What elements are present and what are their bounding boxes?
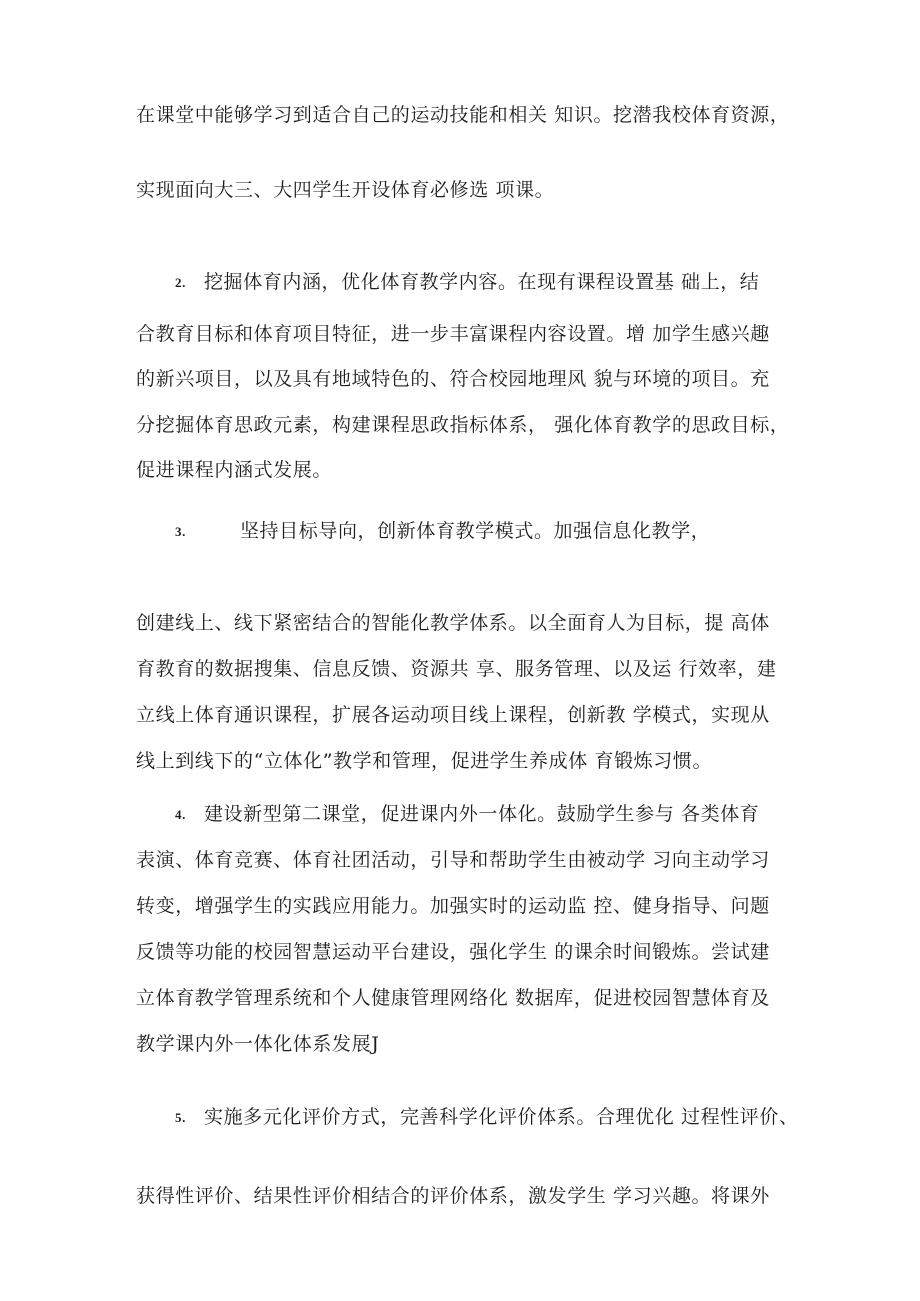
paragraph-2-number: 2. — [175, 275, 186, 290]
paragraph-2-line-5: 促进课程内涵式发展。 — [136, 459, 333, 481]
paragraph-4-line-3: 转变，增强学生的实践应用能力。加强实时的运动监 控、健身指导、问题 — [136, 895, 770, 917]
paragraph-4-line-1 — [175, 802, 835, 827]
paragraph-4-line-6: 教学课内外一体化体系发展J — [136, 1033, 380, 1055]
paragraph-5-line-1 — [175, 1105, 835, 1130]
paragraph-4-line-5: 立体育教学管理系统和个人健康管理网络化 数据库，促进校园智慧体育及 — [136, 987, 770, 1009]
paragraph-4-line-4: 反馈等功能的校园智慧运动平台建设，强化学生 的课余时间锻炼。尝试建 — [136, 941, 770, 963]
paragraph-4-line-1-text: 建设新型第二课堂，促进课内外一体化。鼓励学生参与 各类体育 — [203, 803, 760, 825]
paragraph-3-line-1 — [175, 519, 835, 544]
paragraph-4-number: 4. — [175, 807, 186, 822]
paragraph-5-line-2: 获得性评价、结果性评价相结合的评价体系，激发学生 学习兴趣。将课外 — [136, 1185, 770, 1207]
paragraph-2-line-1 — [175, 270, 835, 295]
paragraph-3-line-2: 创建线上、线下紧密结合的智能化教学体系。以全面育人为目标，提 高体 — [136, 612, 770, 634]
paragraph-3-line-1-text: 坚持目标导向，创新体育教学模式。加强信息化教学， — [239, 520, 711, 542]
paragraph-5-number: 5. — [175, 1110, 186, 1125]
paragraph-2-line-4: 分挖掘体育思政元素，构建课程思政指标体系， 强化体育教学的思政目标， — [136, 414, 790, 436]
paragraph-4-line-2: 表演、体育竞赛、体育社团活动，引导和帮助学生由被动学 习向主动学习 — [136, 849, 770, 871]
paragraph-3-line-3: 育教育的数据搜集、信息反馈、资源共 享、服务管理、以及运 行效率，建 — [136, 658, 777, 680]
paragraph-3-line-4: 立线上体育通识课程，扩展各运动项目线上课程，创新教 学模式，实现从 — [136, 704, 770, 726]
paragraph-1-line-1: 在课堂中能够学习到适合自己的运动技能和相关 知识。挖潜我校体育资源， — [136, 104, 790, 126]
paragraph-1-line-2: 实现面向大三、大四学生开设体育必修选 项课。 — [136, 179, 555, 201]
paragraph-3-number: 3. — [175, 524, 186, 539]
paragraph-2-line-2: 合教育目标和体育项目特征，进一步丰富课程内容设置。增 加学生感兴趣 — [136, 323, 770, 345]
paragraph-2-line-3: 的新兴项目，以及具有地域特色的、符合校园地理风 貌与环境的项目。充 — [136, 368, 770, 390]
paragraph-2-line-1-text: 挖掘体育内涵，优化体育教学内容。在现有课程设置基 础上，结 — [203, 271, 760, 293]
paragraph-3-line-5: 线上到线下的“立体化”教学和管理，促进学生养成体 育锻炼习惯。 — [136, 750, 713, 772]
paragraph-5-line-1-text: 实施多元化评价方式，完善科学化评价体系。合理优化 过程性评价、 — [203, 1106, 799, 1128]
